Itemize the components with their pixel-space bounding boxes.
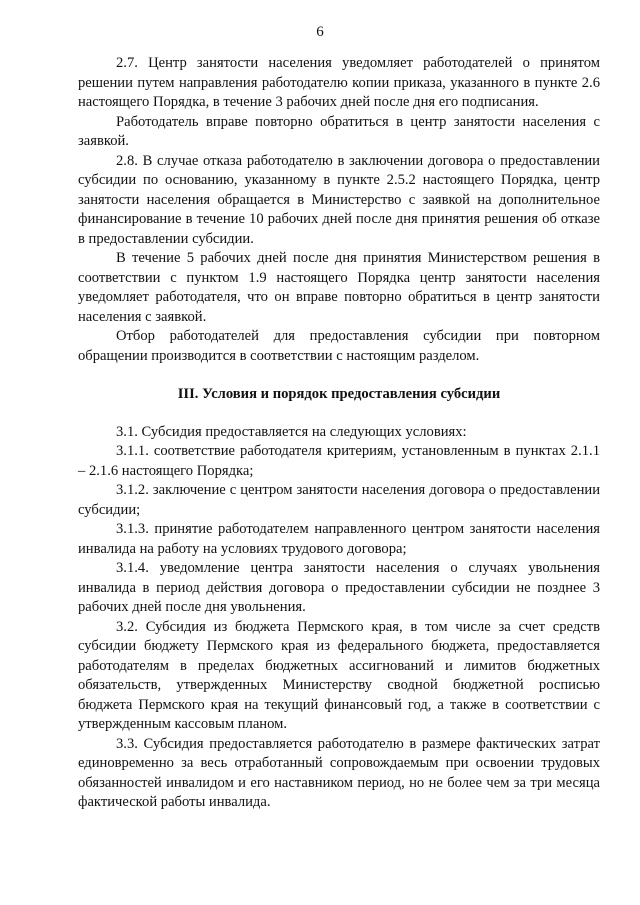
paragraph-2-7: 2.7. Центр занятости населения уведомляет работодателей о принятом решении путем направления работодателю копии приказа, указанного в пункте 2.6 настоящего Порядка, в течение 3 рабочих дней после дня его подписания. xyxy=(78,55,600,110)
page-number: 6 xyxy=(316,24,324,40)
paragraph-notification: В течение 5 рабочих дней после дня принятия Министерством решения в соответствии с пунктом 1.9 настоящего Порядка центр занятости населения уведомляет работодателя, что он вправе повторно обратиться в центр занятости населения с заявкой. xyxy=(78,250,600,325)
paragraph-2-8: 2.8. В случае отказа работодателю в заключении договора о предоставлении субсидии по основанию, указанному в пункте 2.5.2 настоящего Порядка, центр занятости населения обращается в Министерство с заявкой на дополнительное финансирование в течение 10 рабочих дней после дня принятия решения об отказе в предоставлении субсидии. xyxy=(78,152,600,247)
document-body xyxy=(78,54,600,813)
paragraph-3-1-1: 3.1.1. соответствие работодателя критериям, установленным в пунктах 2.1.1 – 2.1.6 настоящего Порядка; xyxy=(78,443,600,479)
paragraph-3-1: 3.1. Субсидия предоставляется на следующих условиях: xyxy=(116,423,467,440)
paragraph-3-1-2: 3.1.2. заключение с центром занятости населения договора о предоставлении субсидии; xyxy=(78,482,600,518)
paragraph-3-3: 3.3. Субсидия предоставляется работодателю в размере фактических затрат единовременно за весь отработанный сопровождаемым при освоении трудовых обязанностей инвалидом и его наставником период, но не более чем за три месяца фактической работы инвалида. xyxy=(78,735,600,810)
paragraph-3-2: 3.2. Субсидия из бюджета Пермского края, в том числе за счет средств субсидии бюджету Пермского края из федерального бюджета, предоставляется работодателям в пределах бюджетных ассигнований и лимитов бюджетных обязательств, утвержденных Министерству сводной бюджетной росписью бюджета Пермского края на текущий финансовый год, а также в соответствии с утвержденным кассовым планом. xyxy=(78,618,600,732)
section-heading: III. Условия и порядок предоставления субсидии xyxy=(177,386,501,402)
paragraph-3-1-3: 3.1.3. принятие работодателем направленного центром занятости населения инвалида на работу на условиях трудового договора; xyxy=(78,521,600,557)
paragraph-selection: Отбор работодателей для предоставления субсидии при повторном обращении производится в соответствии с настоящим разделом. xyxy=(78,328,600,364)
paragraph-3-1-4: 3.1.4. уведомление центра занятости населения о случаях увольнения инвалида в период действия договора о предоставлении субсидии не позднее 3 рабочих дней после дня увольнения. xyxy=(78,560,600,615)
paragraph-reapply: Работодатель вправе повторно обратиться в центр занятости населения с заявкой. xyxy=(78,113,600,149)
